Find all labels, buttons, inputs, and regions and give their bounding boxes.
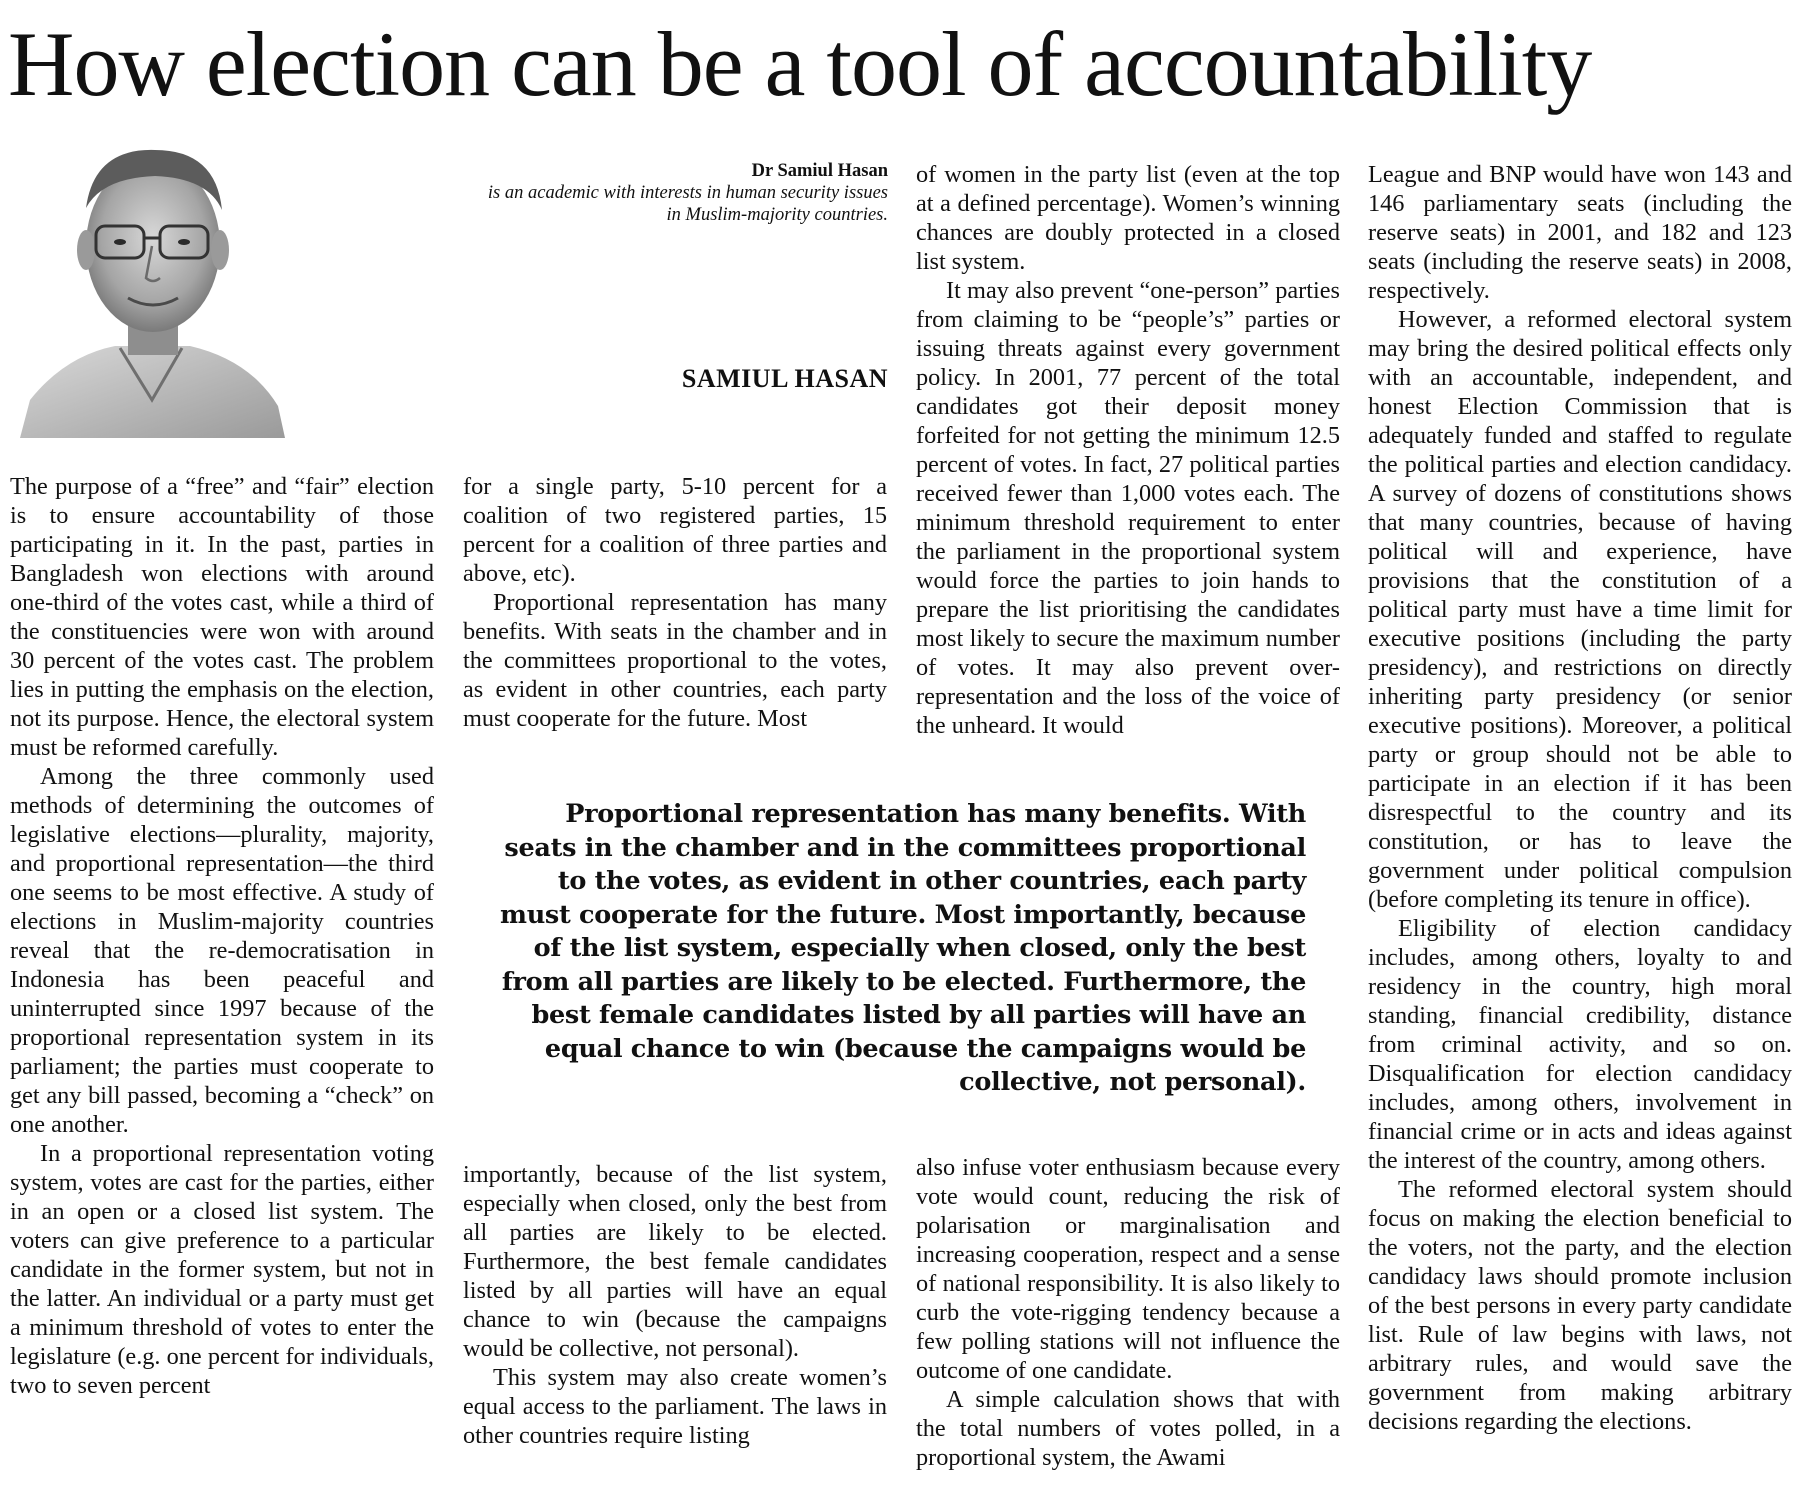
column-2-top: [463, 472, 887, 733]
paragraph: Among the three commonly used methods of determining the outcomes of legislative elections—plurality, majority, and proportional representation—the third one seems to be most effective. A study of elections in Muslim-majority countries reveal that the re-democratisation in Indonesia has been peaceful and uninterrupted since 1997 because of the proportional representation system in its parliament; the parties must cooperate to get any bill passed, becoming a “check” on one another.: [10, 763, 434, 1138]
headline: How election can be a tool of accountability: [8, 13, 1592, 115]
paragraph: A simple calculation shows that with the total numbers of votes polled, in a proportional system, the Awami: [916, 1386, 1340, 1471]
paragraph: The purpose of a “free” and “fair” election is to ensure accountability of those participating in it. In the past, parties in Bangladesh won elections with around one-third of the votes cast, while a third of the constituencies were won with around 30 percent of the votes cast. The problem lies in putting the emphasis on the election, not its purpose. Hence, the electoral system must be reformed carefully.: [10, 473, 434, 761]
column-3-bottom: [916, 1153, 1340, 1472]
paragraph: Eligibility of election candidacy includes, among others, loyalty to and residency in the country, high moral standing, financial credibility, distance from criminal activity, and so on. Disqualification for election candidacy includes, among others, involvement in financial crime or in acts and ideas against the interest of the country, among others.: [1368, 915, 1792, 1174]
paragraph: also infuse voter enthusiasm because every vote would count, reducing the risk of polarisation or marginalisation and increasing cooperation, respect and a sense of national responsibility. It is also likely to curb the vote-rigging tendency because a few polling stations will not influence the outcome of one candidate.: [916, 1154, 1340, 1384]
column-2-bottom: [463, 1160, 887, 1450]
column-4: [1368, 160, 1792, 1436]
author-name: Dr Samiul Hasan: [751, 161, 888, 181]
column-3-top: [916, 160, 1340, 740]
paragraph: It may also prevent “one-person” parties from claiming to be “people’s” parties or issuing threats against every government policy. In 2001, 77 percent of the total candidates got their deposit money forfeited for not getting the minimum 12.5 percent of votes. In fact, 27 political parties received fewer than 1,000 votes each. The minimum threshold requirement to enter the parliament in the proportional system would force the parties to join hands to prepare the list prioritising the candidates most likely to secure the maximum number of votes. It may also prevent over-representation and the loss of the voice of the unheard. It would: [916, 277, 1340, 739]
column-1: [10, 472, 434, 1400]
paragraph: League and BNP would have won 143 and 146 parliamentary seats (including the reserve seats) in 2001, and 182 and 123 seats (including the reserve seats) in 2008, respectively.: [1368, 161, 1792, 304]
paragraph: for a single party, 5-10 percent for a coalition of two registered parties, 15 percent for a coalition of three parties and above, etc).: [463, 473, 887, 587]
paragraph: Proportional representation has many benefits. With seats in the chamber and in the committees proportional to the votes, as evident in other countries, each party must cooperate for the future. Most: [463, 589, 887, 732]
paragraph: This system may also create women’s equal access to the parliament. The laws in other countries require listing: [463, 1364, 887, 1449]
paragraph: However, a reformed electoral system may bring the desired political effects only with an accountable, independent, and honest Election Commission that is adequately funded and staffed to regulate the political parties and election candidacy. A survey of dozens of constitutions shows that many countries, because of having political will and experience, have provisions that the constitution of a political party must have a time limit for executive positions (including the party presidency), and restrictions on directly inheriting party presidency (or senior executive positions). Moreover, a political party or group should not be able to participate in an election if it has been disrespectful to the country and its constitution, or has to leave the government under political compulsion (before completing its tenure in office).: [1368, 306, 1792, 913]
pull-quote: Proportional representation has many benefits. With seats in the chamber and in the committees proportional to the votes, as evident in other countries, each party must cooperate for the future. Most importantly, because of the list system, especially when closed, only the best from all parties are likely to be elected. Furthermore, the best female candidates listed by all parties will have an equal chance to win (because the campaigns would be collective, not personal).: [500, 799, 1306, 1097]
paragraph: In a proportional representation voting system, votes are cast for the parties, either in an open or a closed list system. The voters can give preference to a particular candidate in the former system, but not in the latter. An individual or a party must get a minimum threshold of votes to enter the legislature (e.g. one percent for individuals, two to seven percent: [10, 1140, 434, 1399]
author-portrait-icon: [10, 138, 295, 438]
author-bio: is an academic with interests in human security issues in Muslim-majority countries.: [487, 183, 888, 225]
byline: SAMIUL HASAN: [681, 364, 888, 393]
author-bio-block: [470, 160, 888, 226]
paragraph: of women in the party list (even at the top at a defined percentage). Women’s winning chances are doubly protected in a closed list system.: [916, 161, 1340, 275]
paragraph: importantly, because of the list system, especially when closed, only the best from all parties are likely to be elected. Furthermore, the best female candidates listed by all parties will have an equal chance to win (because the campaigns would be collective, not personal).: [463, 1161, 887, 1362]
paragraph: The reformed electoral system should focus on making the election beneficial to the voters, not the party, and the election candidacy laws should promote inclusion of the best persons in every party candidate list. Rule of law begins with laws, not arbitrary rules, and would save the government from making arbitrary decisions regarding the elections.: [1368, 1176, 1792, 1435]
